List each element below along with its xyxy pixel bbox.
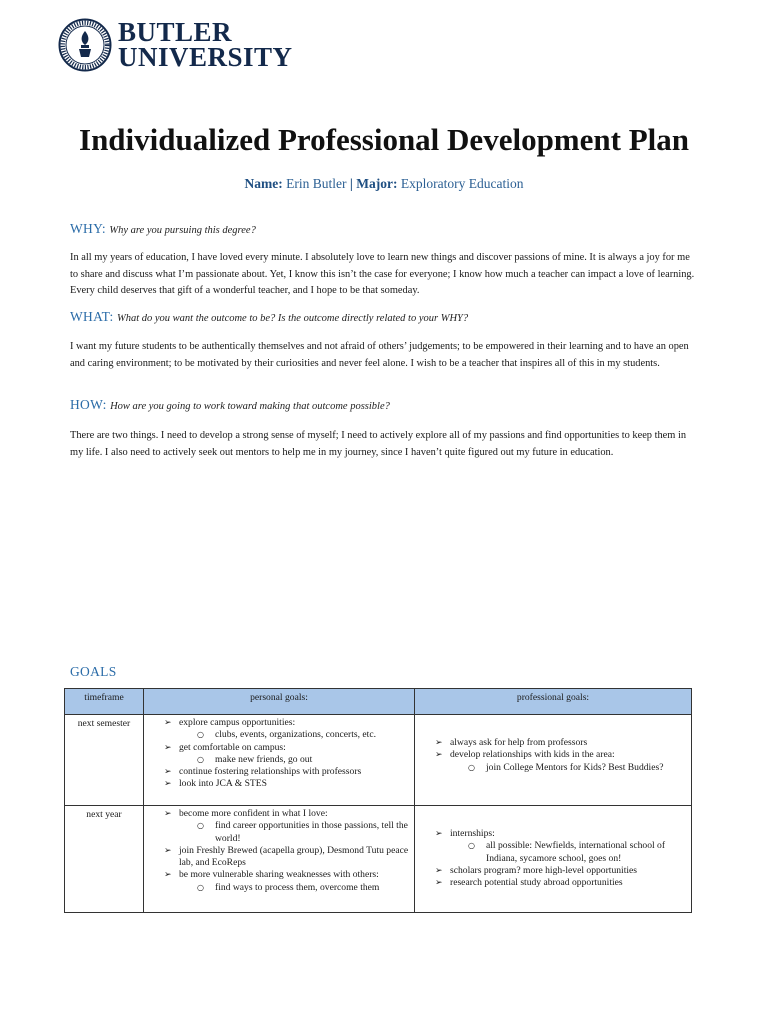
goal-item: ➢ become more confident in what I love: ○ find career opportunities in those passions, tell the world! (164, 808, 410, 845)
university-header (58, 18, 293, 72)
goal-item: ➢ internships: ○ all possible: Newfields, international school of Indiana, sycamore school, goes on! (435, 828, 687, 865)
goal-subitem: ○ make new friends, go out (197, 754, 410, 766)
university-seal-icon (58, 18, 112, 72)
why-question (70, 221, 256, 237)
what-label: WHAT: (70, 309, 114, 324)
goal-item: ➢ join Freshly Brewed (acapella group), Desmond Tutu peace lab, and EcoReps (164, 845, 410, 870)
goal-subitem: ○ find ways to process them, overcome them (197, 882, 410, 894)
personal-goals-cell (144, 715, 415, 806)
professional-goals-cell (415, 806, 692, 913)
goal-item: ➢ develop relationships with kids in the area: ○ join College Mentors for Kids? Best Buddies? (435, 749, 687, 774)
goals-header-row (65, 689, 692, 715)
professional-goals-cell (415, 715, 692, 806)
goal-subitem: ○ join College Mentors for Kids? Best Buddies? (468, 762, 687, 774)
university-wordmark (118, 17, 293, 72)
how-question (70, 397, 390, 413)
table-row (65, 715, 692, 806)
goal-item: ➢ look into JCA & STES (164, 778, 410, 790)
how-question-text: How are you going to work toward making that outcome possible? (110, 401, 390, 412)
goal-subitem: ○ clubs, events, organizations, concerts, etc. (197, 729, 410, 741)
column-header-personal: personal goals: (144, 689, 415, 715)
personal-goals-cell (144, 806, 415, 913)
goal-item: ➢ get comfortable on campus: ○ make new friends, go out (164, 742, 410, 767)
goals-heading: GOALS (70, 664, 117, 679)
why-question-text: Why are you pursuing this degree? (109, 225, 256, 236)
why-label: WHY: (70, 221, 106, 236)
goal-item: ➢ scholars program? more high-level opportunities (435, 865, 687, 877)
student-major: Exploratory Education (400, 176, 524, 191)
goal-subitem: ○ all possible: Newfields, international school of Indiana, sycamore school, goes on! (468, 840, 687, 865)
name-label: Name: (244, 176, 283, 191)
goal-subitem: ○ find career opportunities in those passions, tell the world! (197, 820, 410, 845)
timeframe-cell: next year (65, 806, 144, 913)
how-label: HOW: (70, 397, 107, 412)
table-row (65, 806, 692, 913)
goal-item: ➢ research potential study abroad opportunities (435, 877, 687, 889)
page-title: Individualized Professional Development Plan (79, 122, 689, 157)
goal-item: ➢ explore campus opportunities: ○ clubs, events, organizations, concerts, etc. (164, 717, 410, 742)
goal-item: ➢ be more vulnerable sharing weaknesses with others: ○ find ways to process them, overcome them (164, 869, 410, 894)
column-header-timeframe: timeframe (65, 689, 144, 715)
timeframe-cell: next semester (65, 715, 144, 806)
goal-item: ➢ always ask for help from professors (435, 737, 687, 749)
wordmark-line1: BUTLER (118, 17, 233, 48)
what-question (70, 309, 468, 325)
goal-item: ➢ continue fostering relationships with professors (164, 766, 410, 778)
goals-table (64, 688, 692, 913)
why-answer: In all my years of education, I have loved every minute. I absolutely love to learn new things and discover passions of mine. It is always a joy for me to share and discuss what I’m passionate about. Yet, I know this isn’t the case for everyone; I know how much a teacher can impact a love of learning. Every child deserves that gift of a wonderful teacher, and I hope to be that someday. (70, 252, 695, 296)
column-header-professional: professional goals: (415, 689, 692, 715)
student-info-line (0, 176, 768, 192)
how-answer: There are two things. I need to develop a strong sense of myself; I need to actively explore all of my passions and find opportunities to keep them in my life. I also need to actively seek out mentors to help me in my journey, since I haven’t quite figured out my future in education. (70, 430, 687, 458)
what-question-text: What do you want the outcome to be? Is the outcome directly related to your WHY? (116, 313, 469, 324)
major-label: Major: (356, 176, 398, 191)
what-answer: I want my future students to be authentically themselves and not afraid of others’ judgements; to be empowered in their learning and to have an open and caring environment; to be motivated by their curiosities and never feel alone. I wish to be a teacher that inspires all of this in my students. (70, 341, 689, 369)
student-name: Erin Butler (286, 176, 347, 191)
info-separator: | (349, 176, 353, 191)
wordmark-line2: UNIVERSITY (118, 42, 293, 72)
